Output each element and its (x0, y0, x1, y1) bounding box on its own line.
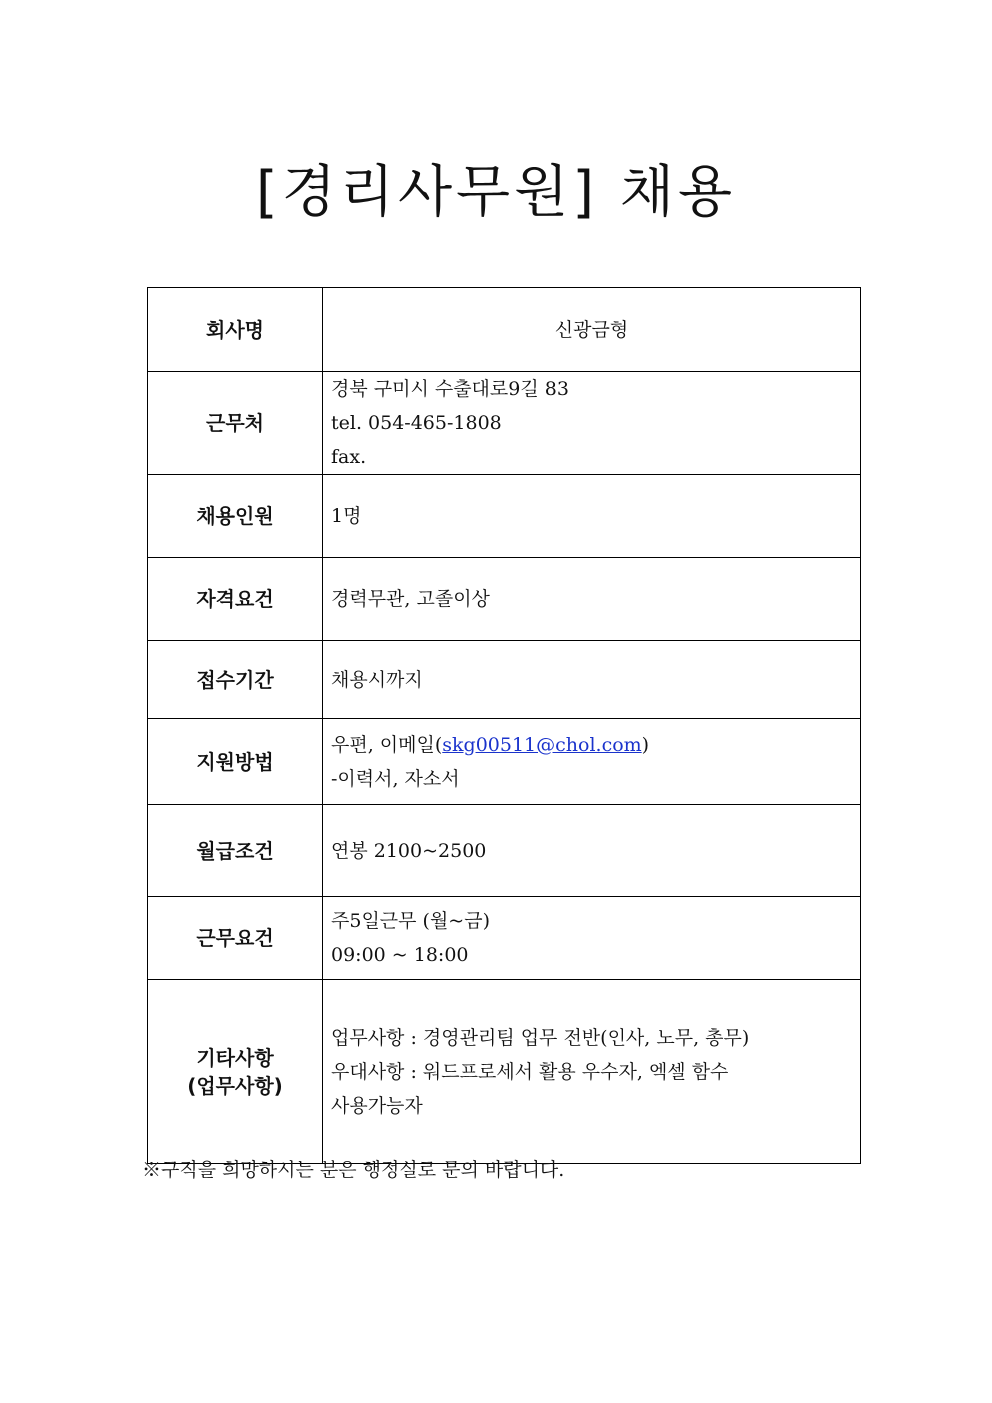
table-row-salary (148, 805, 861, 897)
qualification-label: 자격요건 (148, 558, 323, 641)
period-value: 채용시까지 (323, 641, 861, 719)
company-label: 회사명 (148, 288, 323, 372)
method-prefix: 우편, 이메일( (331, 733, 443, 756)
table-row-company (148, 288, 861, 372)
workplace-value (323, 372, 861, 475)
method-suffix: ) (641, 733, 650, 756)
method-docs: -이력서, 자소서 (331, 767, 460, 790)
workplace-tel: tel. 054-465-1808 (331, 412, 502, 434)
period-label: 접수기간 (148, 641, 323, 719)
salary-value: 연봉 2100~2500 (323, 805, 861, 897)
etc-label (148, 980, 323, 1164)
headcount-value: 1명 (323, 475, 861, 558)
etc-label-line-1: 기타사항 (196, 1045, 274, 1070)
email-link[interactable]: skg00511@chol.com (442, 733, 642, 756)
contact-note: ※구직을 희망하시는 분은 행정실로 문의 바랍니다. (142, 1159, 565, 1181)
job-info-table (147, 287, 861, 1164)
table-row-etc (148, 980, 861, 1164)
table-row-hours (148, 897, 861, 980)
workplace-label: 근무처 (148, 372, 323, 475)
etc-value (323, 980, 861, 1164)
company-value: 신광금형 (323, 288, 861, 372)
hours-value (323, 897, 861, 980)
method-value (323, 719, 861, 805)
table-row-workplace (148, 372, 861, 475)
page-title: [경리사무원] 채용 (255, 160, 737, 225)
method-line-1 (331, 728, 860, 762)
hours-time: 09:00 ~ 18:00 (331, 944, 469, 966)
headcount-label: 채용인원 (148, 475, 323, 558)
method-label: 지원방법 (148, 719, 323, 805)
hours-days: 주5일근무 (월~금) (331, 910, 490, 932)
table-row-headcount (148, 475, 861, 558)
salary-label: 월급조건 (148, 805, 323, 897)
etc-label-line-2: (업무사항) (187, 1073, 283, 1098)
table-row-method (148, 719, 861, 805)
workplace-fax: fax. (331, 446, 367, 468)
qualification-value: 경력무관, 고졸이상 (323, 558, 861, 641)
etc-duties: 업무사항 : 경영관리팀 업무 전반(인사, 노무, 총무) (331, 1026, 750, 1049)
etc-preference-line-1: 우대사항 : 워드프로세서 활용 우수자, 엑셀 함수 (331, 1060, 729, 1083)
hours-label: 근무요건 (148, 897, 323, 980)
workplace-address: 경북 구미시 수출대로9길 83 (331, 378, 569, 400)
etc-preference-line-2: 사용가능자 (331, 1094, 423, 1117)
table-row-qualification (148, 558, 861, 641)
table-row-period (148, 641, 861, 719)
